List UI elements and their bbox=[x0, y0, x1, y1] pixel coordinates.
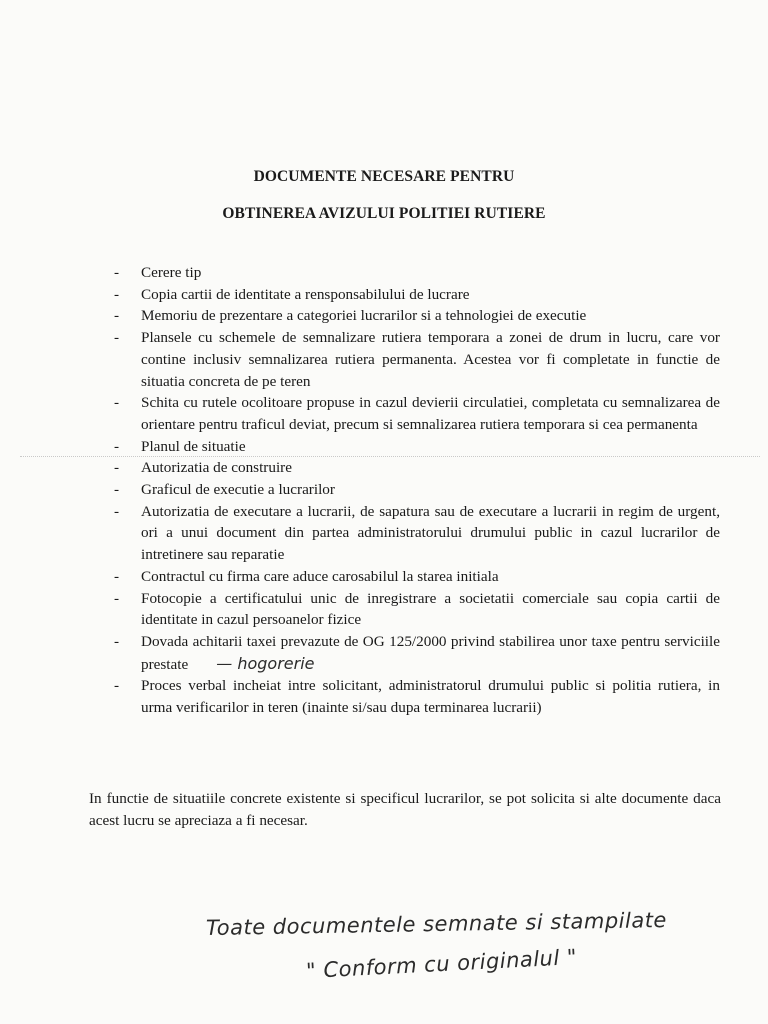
list-item bbox=[114, 588, 720, 631]
bullet-dash: - bbox=[114, 567, 120, 585]
list-item bbox=[114, 305, 720, 327]
required-documents-list bbox=[114, 262, 720, 719]
bullet-dash: - bbox=[114, 329, 120, 347]
handwritten-note: — hogorerie bbox=[216, 653, 315, 673]
list-item-text: Schita cu rutele ocolitoare propuse in cazul devierii circulatiei, completata cu semnalizarea de orientare pentru traficul deviat, precum si semnalizarea rutiera temporara si cea permanenta bbox=[141, 394, 720, 433]
list-item-text: Plansele cu schemele de semnalizare rutiera temporara a zonei de drum in lucru, care vor contine inclusiv semnalizarea rutiera permanenta. Acestea vor fi completate in functie de situatia concreta de pe teren bbox=[141, 329, 720, 390]
bullet-dash: - bbox=[114, 459, 120, 477]
list-item bbox=[114, 457, 720, 479]
list-item-text: Fotocopie a certificatului unic de inregistrare a societatii comerciale sau copia cartii de identitate in cazul persoanelor fizice bbox=[141, 589, 720, 629]
list-item bbox=[114, 284, 720, 306]
list-item bbox=[114, 327, 720, 392]
handwritten-annotation-line-1: Toate documentele semnate si stampilate bbox=[205, 907, 668, 941]
list-item bbox=[114, 436, 720, 458]
list-item bbox=[114, 675, 720, 718]
closing-paragraph: In functie de situatiile concrete existente si specificul lucrarilor, se pot solicita si alte documente daca acest lucru se apreciaza a fi necesar. bbox=[89, 790, 721, 829]
bullet-dash: - bbox=[114, 437, 120, 455]
list-item bbox=[114, 479, 720, 501]
list-item-text: Dovada achitarii taxei prevazute de OG 125/2000 privind stabilirea unor taxe pentru serviciile prestate bbox=[141, 632, 720, 673]
bullet-dash: - bbox=[114, 481, 120, 499]
bullet-dash: - bbox=[114, 589, 120, 607]
bullet-dash: - bbox=[114, 394, 120, 412]
list-item-text: Planul de situatie bbox=[141, 437, 246, 455]
list-item bbox=[114, 262, 720, 284]
document-title-line-1: DOCUMENTE NECESARE PENTRU bbox=[253, 168, 515, 185]
list-item-text: Cerere tip bbox=[141, 264, 202, 281]
bullet-dash: - bbox=[114, 632, 120, 650]
list-item-text: Proces verbal incheiat intre solicitant, administratorul drumului public si politia rutiera, in urma verificarilor in teren (inainte si/sau dupa terminarea lucrarii) bbox=[141, 677, 720, 717]
bullet-dash: - bbox=[114, 677, 120, 695]
list-item-text: Graficul de executie a lucrarilor bbox=[141, 481, 335, 499]
bullet-dash: - bbox=[114, 285, 120, 303]
list-item-text: Autorizatia de construire bbox=[141, 459, 292, 477]
list-item-text: Memoriu de prezentare a categoriei lucrarilor si a tehnologiei de executie bbox=[141, 307, 587, 325]
list-item-text: Copia cartii de identitate a rensponsabilului de lucrare bbox=[141, 285, 470, 303]
document-title-line-2: OBTINEREA AVIZULUI POLITIEI RUTIERE bbox=[222, 205, 546, 222]
list-item bbox=[114, 631, 720, 675]
list-item bbox=[114, 566, 720, 588]
list-item bbox=[114, 392, 720, 435]
bullet-dash: - bbox=[114, 307, 120, 325]
list-item-text: Autorizatia de executare a lucrarii, de sapatura sau de executare a lucrarii in regim de urgent, ori a unui document din partea administratorului drumului public in cazul lucrarilor de intretinere sau reparatie bbox=[141, 502, 720, 564]
list-item-text: Contractul cu firma care aduce carosabilul la starea initiala bbox=[141, 567, 499, 585]
bullet-dash: - bbox=[114, 264, 120, 281]
list-item bbox=[114, 501, 720, 566]
handwritten-annotation-line-2: " Conform cu originalul " bbox=[305, 944, 578, 984]
bullet-dash: - bbox=[114, 502, 120, 520]
